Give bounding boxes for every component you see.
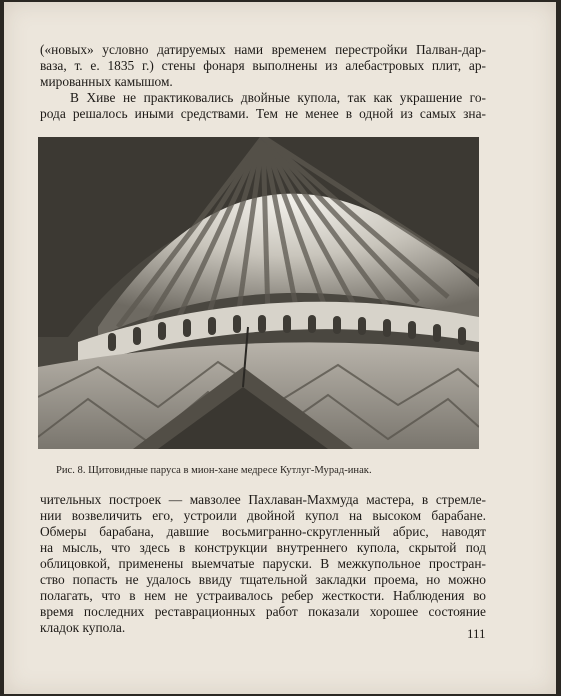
text-line: облицовкой, применены выемчатые паруски. В межкупольное простран- <box>40 556 486 571</box>
text-line: кладок купола. <box>40 620 126 635</box>
text-line: Обмеры барабана, давшие восьмигранно-скругленный абрис, наводят <box>40 524 486 539</box>
figure-caption: Рис. 8. Щитовидные паруса в мион-хане медресе Кутлуг-Мурад-инак. <box>56 465 372 476</box>
text-line: ваза, т. е. 1835 г.) стены фонаря выполнены из алебастровых плит, ар- <box>40 58 486 73</box>
text-line: мированных камышом. <box>40 74 173 89</box>
text-line: нии возвеличить его, устроили двойной купол на высоком барабане. <box>40 508 486 523</box>
text-line: («новых» условно датируемых нами временем перестройки Палван-дар- <box>40 42 486 57</box>
text-line: В Хиве не практиковались двойные купола, так как украшение го- <box>70 90 486 105</box>
text-line: на мысль, что здесь в конструкции внутреннего купола, скрытой под <box>40 540 486 555</box>
text-line: рода решалось иными средствами. Тем не менее в одной из самых зна- <box>40 106 486 121</box>
dome-interior-photo <box>38 137 479 449</box>
paragraph-top <box>40 42 486 122</box>
page-number: 111 <box>467 626 486 641</box>
text-line: полагать, что в нем не устраивалось ребер жесткости. Наблюдения во <box>40 588 486 603</box>
paragraph-bottom <box>40 492 486 636</box>
text-line: ство попасть не удалось ввиду тщательной закладки проема, но можно <box>40 572 486 587</box>
text-line: время последних реставрационных работ показали хорошее состояние <box>40 604 486 619</box>
book-page <box>4 2 556 694</box>
text-line: чительных построек — мавзолее Пахлаван-Махмуда мастера, в стремле- <box>40 492 486 507</box>
